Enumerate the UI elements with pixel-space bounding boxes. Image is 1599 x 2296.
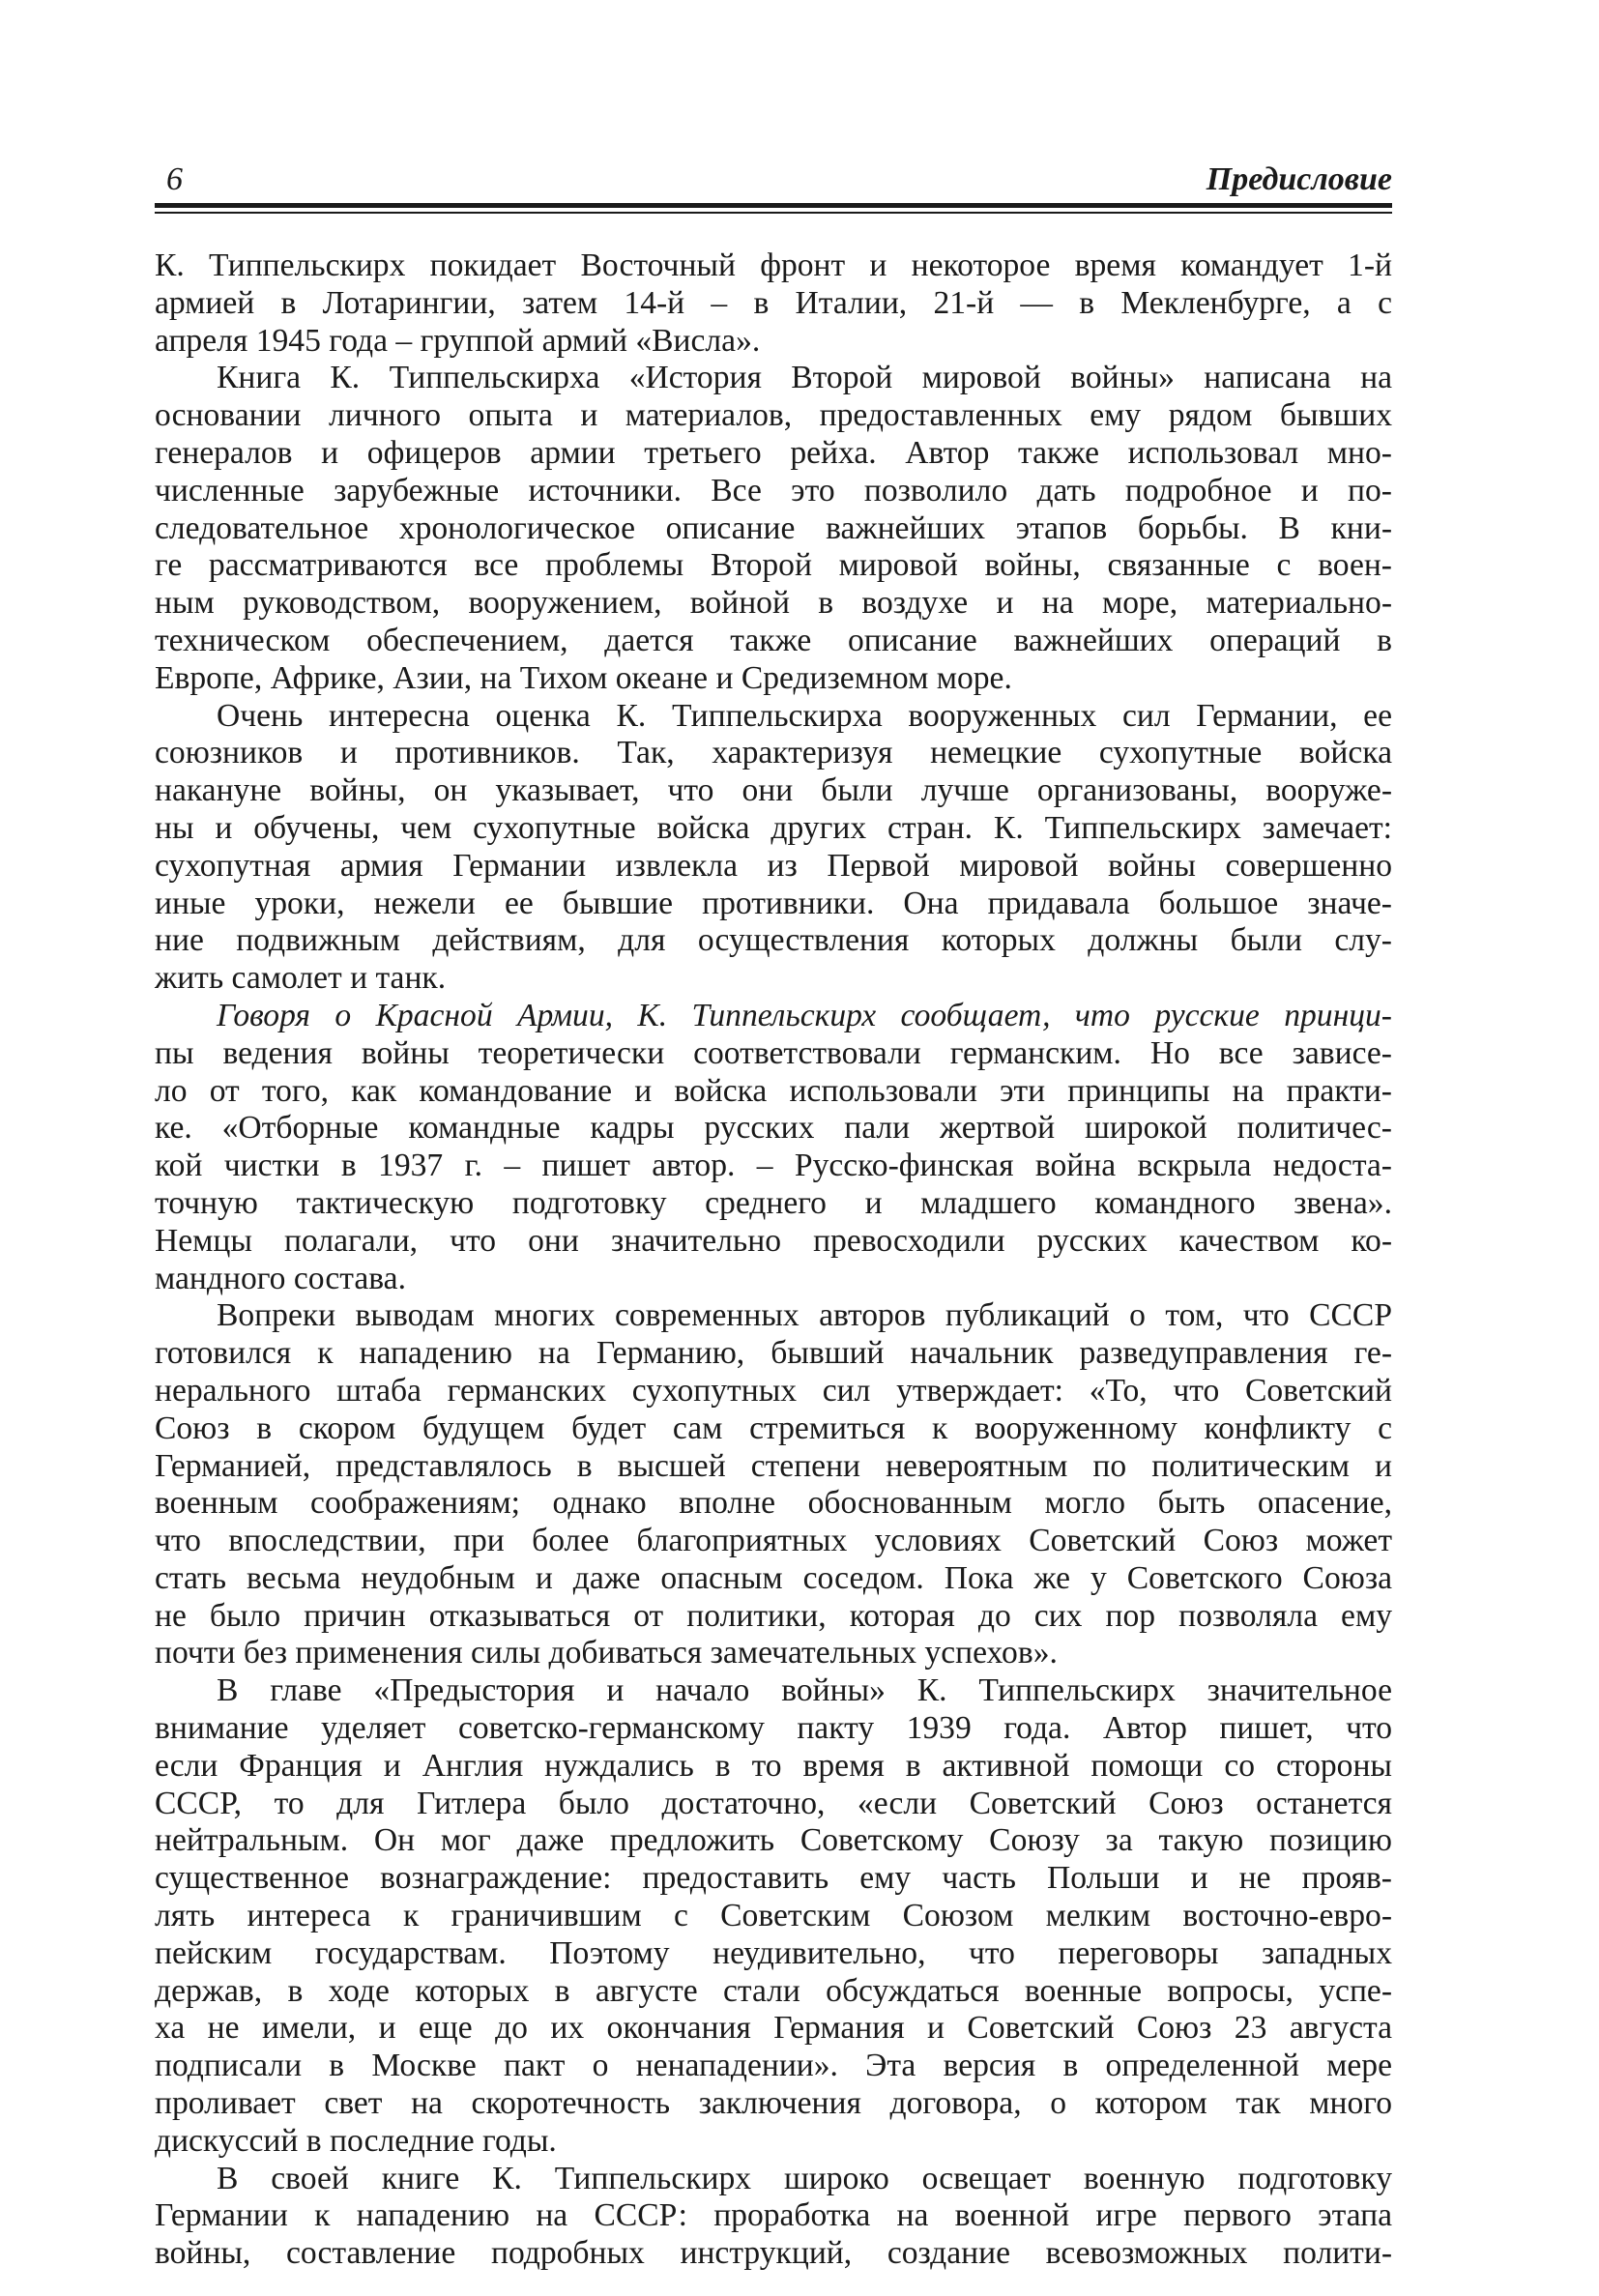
text-line: почти без применения силы добиваться замечательных успехов».: [155, 1635, 1058, 1671]
text-line: ха не имели, и еще до их окончания Германия и Советский Союз 23 августа: [155, 2010, 1392, 2047]
header-rule-thick: [155, 203, 1392, 208]
text-line: СССР, то для Гитлера было достаточно, «если Советский Союз останется: [155, 1785, 1392, 1821]
text-line: лять интереса к граничившим с Советским Союзом мелким восточно-евро-: [155, 1898, 1392, 1934]
text-line: жить самолет и танк.: [155, 960, 447, 997]
text-line: точную тактическую подготовку среднего и младшего командного звена».: [155, 1184, 1392, 1221]
text-line: держав, в ходе которых в августе стали обсуждаться военные вопросы, успе-: [155, 1972, 1392, 2009]
text-line: основании личного опыта и материалов, предоставленных ему рядом бывших: [155, 397, 1392, 434]
text-line: нейтральным. Он мог даже предложить Советскому Союзу за такую позицию: [155, 1822, 1392, 1859]
text-line: следовательное хронологическое описание важнейших этапов борьбы. В кни-: [155, 509, 1392, 546]
header-rule-thin: [155, 212, 1392, 214]
text-line: Немцы полагали, что они значительно превосходили русских качеством ко-: [155, 1222, 1392, 1259]
text-line: Германией, представлялось в высшей степени невероятным по политическим и: [155, 1447, 1392, 1484]
text-line: К. Типпельскирх покидает Восточный фронт и некоторое время командует 1-й: [155, 247, 1392, 283]
text-line: апреля 1945 года – группой армий «Висла».: [155, 322, 761, 359]
body-text: [155, 247, 1392, 2273]
text-line: Очень интересна оценка К. Типпельскирха вооруженных сил Германии, ее: [217, 697, 1392, 734]
text-line: численные зарубежные источники. Все это позволило дать подробное и по-: [155, 472, 1392, 509]
text-line: если Франция и Англия нуждались в то время в активной помощи со стороны: [155, 1747, 1392, 1784]
text-line: иные уроки, нежели ее бывшие противники. Она придавала большое значе-: [155, 885, 1392, 921]
text-line: Союз в скором будущем будет сам стремиться к вооруженному конфликту с: [155, 1410, 1392, 1446]
text-line: не было причин отказываться от политики, которая до сих пор позволяла ему: [155, 1597, 1392, 1634]
text-line: ге рассматриваются все проблемы Второй мировой войны, связанные с воен-: [155, 547, 1392, 584]
text-line: ние подвижным действиям, для осуществления которых должны были слу-: [155, 922, 1392, 959]
text-line: ке. «Отборные командные кадры русских пали жертвой широкой политичес-: [155, 1110, 1392, 1147]
running-title: Предисловие: [1206, 161, 1392, 197]
text-line: Вопреки выводам многих современных авторов публикаций о том, что СССР: [217, 1297, 1392, 1334]
text-line: армией в Лотарингии, затем 14-й – в Италии, 21-й — в Мекленбурге, а с: [155, 284, 1392, 321]
text-line: нерального штаба германских сухопутных сил утверждает: «То, что Советский: [155, 1372, 1392, 1409]
text-line: мандного состава.: [155, 1260, 406, 1296]
text-line: сухопутная армия Германии извлекла из Первой мировой войны совершенно: [155, 847, 1392, 884]
page-header: [155, 160, 1392, 199]
page-number: 6: [166, 161, 183, 197]
text-line: Говоря о Красной Армии, К. Типпельскирх сообщает, что русские принци-: [217, 997, 1392, 1033]
text-line: проливает свет на скоротечность заключения договора, о котором так много: [155, 2085, 1392, 2122]
text-line: В своей книге К. Типпельскирх широко освещает военную подготовку: [217, 2160, 1392, 2196]
text-line: войны, составление подробных инструкций, создание всевозможных полити-: [155, 2235, 1392, 2272]
text-line: Книга К. Типпельскирха «История Второй мировой войны» написана на: [217, 360, 1392, 396]
text-line: ным руководством, вооружением, войной в воздухе и на море, материально-: [155, 585, 1392, 622]
text-line: готовился к нападению на Германию, бывший начальник разведуправления ге-: [155, 1335, 1392, 1372]
text-line: ны и обучены, чем сухопутные войска других стран. К. Типпельскирх замечает:: [155, 809, 1392, 846]
text-line: союзников и противников. Так, характеризуя немецкие сухопутные войска: [155, 735, 1392, 771]
text-line: пейским государствам. Поэтому неудивительно, что переговоры западных: [155, 1934, 1392, 1971]
text-line: военным соображениям; однако вполне обоснованным могло быть опасение,: [155, 1485, 1392, 1522]
text-line: Европе, Африке, Азии, на Тихом океане и Средиземном море.: [155, 659, 1012, 696]
text-line: Германии к нападению на СССР: проработка на военной игре первого этапа: [155, 2197, 1392, 2234]
text-line: внимание уделяет советско-германскому пакту 1939 года. Автор пишет, что: [155, 1710, 1392, 1747]
text-line: дискуссий в последние годы.: [155, 2122, 557, 2159]
text-line: генералов и офицеров армии третьего рейха. Автор также использовал мно-: [155, 434, 1392, 471]
text-line: что впоследствии, при более благоприятных условиях Советский Союз может: [155, 1523, 1392, 1559]
text-line: кой чистки в 1937 г. – пишет автор. – Русско-финская война вскрыла недоста-: [155, 1148, 1392, 1184]
text-line: ло от того, как командование и войска использовали эти принципы на практи-: [155, 1072, 1392, 1109]
text-line: техническом обеспечением, дается также описание важнейших операций в: [155, 622, 1392, 658]
text-line: В главе «Предыстория и начало войны» К. Типпельскирх значительное: [217, 1672, 1392, 1709]
text-line: накануне войны, он указывает, что они были лучше организованы, вооруже-: [155, 772, 1392, 809]
text-line: стать весьма неудобным и даже опасным соседом. Пока же у Советского Союза: [155, 1559, 1392, 1596]
text-line: пы ведения войны теоретически соответствовали германским. Но все зависе-: [155, 1034, 1392, 1071]
text-line: подписали в Москве пакт о ненападении». Эта версия в определенной мере: [155, 2048, 1392, 2084]
text-line: существенное вознаграждение: предоставить ему часть Польши и не прояв-: [155, 1860, 1392, 1897]
